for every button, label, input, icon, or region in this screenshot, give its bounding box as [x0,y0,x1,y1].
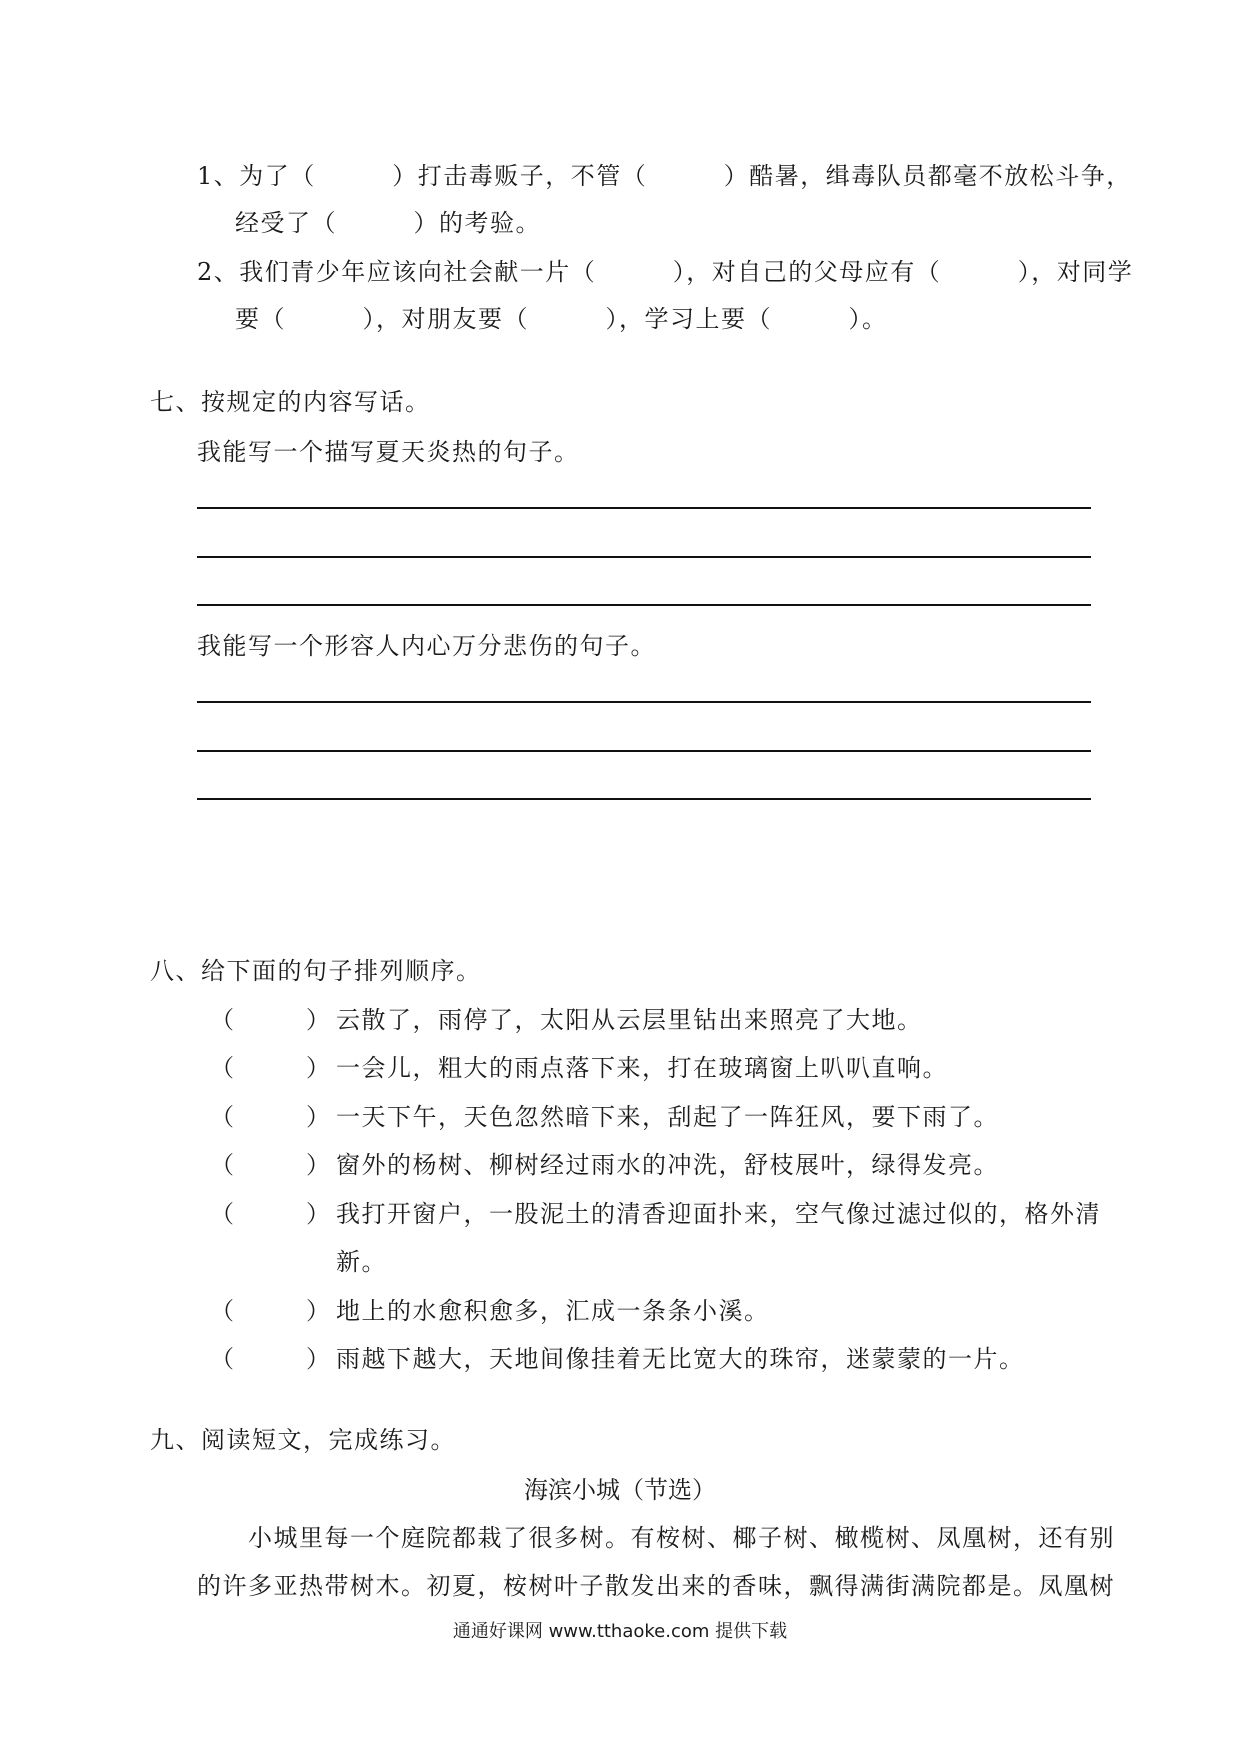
order-blank[interactable]: （ ） [210,1151,330,1179]
answer-line[interactable] [197,701,1091,703]
order-blank[interactable]: （ ） [210,1200,330,1228]
order-item-7: 雨越下越大，天地间像挂着无比宽大的珠帘，迷蒙蒙的一片。 [336,1345,1025,1373]
order-item-5: 我打开窗户，一股泥土的清香迎面扑来，空气像过滤过似的，格外清 [336,1200,1101,1228]
order-blank[interactable]: （ ） [210,1103,330,1131]
order-item-1: 云散了，雨停了，太阳从云层里钻出来照亮了大地。 [336,1006,923,1034]
section7-prompt2: 我能写一个形容人内心万分悲伤的句子。 [197,632,656,660]
passage-line-2: 的许多亚热带树木。初夏，桉树叶子散发出来的香味，飘得满街满院都是。凤凰树 [197,1572,1115,1600]
order-item-6: 地上的水愈积愈多，汇成一条条小溪。 [336,1297,770,1325]
q2-line2: 要（ ），对朋友要（ ），学习上要（ ）。 [235,305,888,333]
passage-title: 海滨小城（节选） [524,1476,716,1504]
section7-heading: 七、按规定的内容写话。 [150,388,431,416]
answer-line[interactable] [197,750,1091,752]
answer-line[interactable] [197,507,1091,509]
order-item-3: 一天下午，天色忽然暗下来，刮起了一阵狂风，要下雨了。 [336,1103,999,1131]
section9-heading: 九、阅读短文，完成练习。 [150,1426,456,1454]
order-blank[interactable]: （ ） [210,1297,330,1325]
order-blank[interactable]: （ ） [210,1345,330,1373]
answer-line[interactable] [197,604,1091,606]
section7-prompt1: 我能写一个描写夏天炎热的句子。 [197,438,580,466]
order-blank[interactable]: （ ） [210,1006,330,1034]
order-item-2: 一会儿，粗大的雨点落下来，打在玻璃窗上叭叭直响。 [336,1054,948,1082]
order-blank[interactable]: （ ） [210,1054,330,1082]
answer-line[interactable] [197,798,1091,800]
order-item-4: 窗外的杨树、柳树经过雨水的冲洗，舒枝展叶，绿得发亮。 [336,1151,999,1179]
passage-line-1: 小城里每一个庭院都栽了很多树。有桉树、椰子树、橄榄树、凤凰树，还有别 [248,1524,1115,1552]
q1-line1: 1、为了（ ）打击毒贩子，不管（ ）酷暑，缉毒队员都毫不放松斗争， [197,162,1132,190]
section8-heading: 八、给下面的句子排列顺序。 [150,957,482,985]
page-footer: 通通好课网 www.tthaoke.com 提供下载 [452,1621,788,1642]
q2-line1: 2、我们青少年应该向社会献一片（ ），对自己的父母应有（ ），对同学 [197,258,1134,286]
answer-line[interactable] [197,556,1091,558]
order-item-5-cont: 新。 [336,1248,387,1276]
q1-line2: 经受了（ ）的考验。 [235,209,541,237]
